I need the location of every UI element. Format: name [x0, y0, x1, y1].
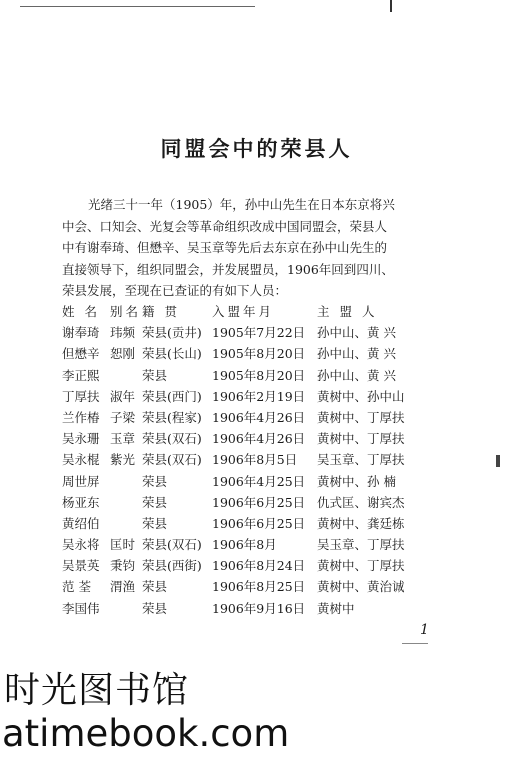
cell-origin: 荣县(双石): [142, 537, 202, 553]
cell-name: 杨亚东: [62, 494, 100, 510]
table-row: [62, 449, 442, 470]
cell-name: 吴景英: [62, 558, 100, 574]
cell-origin: 荣县(程家): [142, 409, 202, 425]
table-row: [62, 365, 442, 386]
cell-origin: 荣县: [142, 494, 168, 510]
cell-origin: 荣县: [142, 579, 168, 595]
cell-sponsor: 孙中山、黄 兴: [317, 346, 396, 362]
cell-alias: 淑年: [110, 388, 136, 404]
cell-name: 丁厚扶: [62, 388, 100, 404]
cell-name: 李国伟: [62, 600, 100, 616]
cell-date: 1906年6月25日: [212, 494, 306, 510]
cell-origin: 荣县: [142, 515, 168, 531]
cell-sponsor: 孙中山、黄 兴: [317, 325, 396, 341]
cell-sponsor: 黄树中、丁厚扶: [317, 558, 405, 574]
cell-alias: 秉钧: [110, 558, 136, 574]
intro-paragraph: [62, 194, 448, 302]
cell-name: 李正熙: [62, 367, 100, 383]
table-row: [62, 322, 442, 343]
table-header-row: [62, 301, 442, 322]
cell-date: 1905年8月20日: [212, 367, 306, 383]
cell-date: 1905年8月20日: [212, 346, 306, 362]
table-row: [62, 534, 442, 555]
cell-date: 1906年6月25日: [212, 515, 306, 531]
cell-name: 范 荃: [62, 579, 91, 595]
top-border-line: [20, 6, 255, 7]
cell-name: 吴永将: [62, 537, 100, 553]
table-row: [62, 386, 442, 407]
cell-date: 1906年4月26日: [212, 409, 306, 425]
cell-date: 1906年4月25日: [212, 473, 306, 489]
paragraph-line: 中有谢奉琦、但懋辛、吴玉章等先后去东京在孙中山先生的: [62, 240, 388, 255]
header-origin: 籍 贯: [142, 304, 180, 319]
page-number: 1: [420, 622, 429, 638]
table-row: [62, 576, 442, 597]
cell-sponsor: 仇式匡、谢宾杰: [317, 494, 405, 510]
table-row: [62, 598, 442, 619]
paragraph-line: 直接领导下，组织同盟会，并发展盟员，1906年回到四川、: [62, 261, 394, 277]
margin-mark: [496, 455, 500, 467]
cell-sponsor: 黄树中、丁厚扶: [317, 409, 405, 425]
cell-name: 吴永珊: [62, 431, 100, 447]
member-table: [62, 301, 442, 619]
cell-sponsor: 黄树中: [317, 600, 355, 616]
watermark-url: atimebook.com: [2, 712, 290, 755]
cell-sponsor: 黄树中、孙中山: [317, 388, 405, 404]
cell-origin: 荣县: [142, 367, 168, 383]
header-sponsor: 主 盟 人: [317, 304, 378, 319]
cell-alias: 恕刚: [110, 346, 136, 362]
cell-sponsor: 孙中山、黄 兴: [317, 367, 396, 383]
cell-date: 1906年8月5日: [212, 452, 298, 468]
table-row: [62, 407, 442, 428]
cell-origin: 荣县(双石): [142, 452, 202, 468]
header-name: 姓 名: [62, 304, 100, 319]
cell-date: 1906年9月16日: [212, 600, 306, 616]
page-number-underline: [402, 643, 428, 644]
table-row: [62, 555, 442, 576]
cell-origin: 荣县: [142, 600, 168, 616]
cell-name: 黄绍伯: [62, 515, 100, 531]
cell-name: 周世屏: [62, 473, 100, 489]
paragraph-line: 光绪三十一年（1905）年，孙中山先生在日本东京将兴: [88, 197, 395, 212]
cell-sponsor: 黄树中、黄治诚: [317, 579, 405, 595]
cell-sponsor: 黄树中、丁厚扶: [317, 431, 405, 447]
cell-sponsor: 黄树中、龚廷栋: [317, 515, 405, 531]
cell-sponsor: 黄树中、孙 楠: [317, 473, 396, 489]
header-date: 入盟年月: [212, 304, 275, 319]
cell-origin: 荣县(贡井): [142, 325, 202, 341]
watermark-text: 时光图书馆: [4, 670, 190, 711]
cell-alias: 玉章: [110, 431, 136, 447]
cell-date: 1906年2月19日: [212, 388, 306, 404]
cell-origin: 荣县(西街): [142, 558, 202, 574]
cell-alias: 渭渔: [110, 579, 136, 595]
cell-name: 但懋辛: [62, 346, 100, 362]
table-row: [62, 428, 442, 449]
cell-date: 1906年8月: [212, 537, 277, 553]
cell-sponsor: 吴玉章、丁厚扶: [317, 537, 405, 553]
cell-alias: 玮频: [110, 325, 136, 341]
cell-date: 1905年7月22日: [212, 325, 306, 341]
cell-origin: 荣县(长山): [142, 346, 202, 362]
cell-origin: 荣县(西门): [142, 388, 202, 404]
cell-alias: 匡时: [110, 537, 136, 553]
top-edge-mark: [390, 0, 392, 12]
paragraph-line: 荣县发展，至现在已查证的有如下人员：: [62, 283, 288, 298]
cell-date: 1906年8月25日: [212, 579, 306, 595]
page-title: 同盟会中的荣县人: [160, 136, 353, 161]
table-row: [62, 343, 442, 364]
cell-date: 1906年4月26日: [212, 431, 306, 447]
cell-date: 1906年8月24日: [212, 558, 306, 574]
header-alias: 别名: [110, 304, 142, 319]
cell-origin: 荣县(双石): [142, 431, 202, 447]
cell-name: 兰作椿: [62, 409, 100, 425]
cell-alias: 子梁: [110, 409, 136, 425]
table-row: [62, 492, 442, 513]
cell-name: 吴永棍: [62, 452, 100, 468]
cell-origin: 荣县: [142, 473, 168, 489]
cell-alias: 紫光: [110, 452, 136, 468]
cell-name: 谢奉琦: [62, 325, 100, 341]
paragraph-line: 中会、口知会、光复会等革命组织改成中国同盟会，荣县人: [62, 218, 388, 234]
table-row: [62, 513, 442, 534]
table-row: [62, 471, 442, 492]
cell-sponsor: 吴玉章、丁厚扶: [317, 452, 405, 468]
